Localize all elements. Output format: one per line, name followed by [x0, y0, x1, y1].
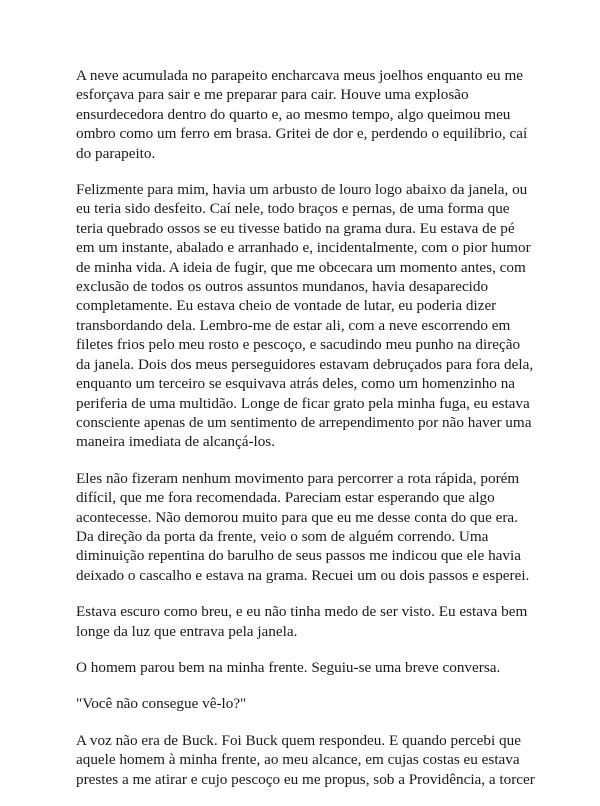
paragraph-3: Eles não fizeram nenhum movimento para percorrer a rota rápida, porém difícil, que me fora recomendada. Pareciam estar esperando que algo acontecesse. Não demorou muito para que eu me desse conta do que era. Da direção da porta da frente, veio o som de alguém correndo. Uma diminuição repentina do barulho de seus passos me indicou que ele havia deixado o cascalho e estava na grama. Recuei um ou dois passos e esperei.	[76, 469, 530, 584]
paragraph-2: Felizmente para mim, havia um arbusto de louro logo abaixo da janela, ou eu teria sido desfeito. Caí nele, todo braços e pernas, de uma forma que teria quebrado ossos se eu tivesse batido na grama dura. Eu estava de pé em um instante, abalado e arranhado e, incidentalmente, com o pior humor de minha vida. A ideia de fugir, que me obcecara um momento antes, com exclusão de todos os outros assuntos mundanos, havia desaparecido completamente. Eu estava cheio de vontade de lutar, eu poderia dizer transbordando dela. Lembro-me de estar ali, com a neve escorrendo em filetes frios pelo meu rosto e pescoço, e sacudindo meu punho na direção da janela. Dois dos meus perseguidores estavam debruçados para fora dela, enquanto um terceiro se esquivava atrás deles, como um homenzinho na periferia de uma multidão. Longe de ficar grato pela minha fuga, eu estava consciente apenas de um sentimento de arrependimento por não haver uma maneira imediata de alcançá-los.	[76, 181, 534, 451]
paragraph-7: A voz não era de Buck. Foi Buck quem respondeu. E quando percebi que aquele homem à minha frente, ao meu alcance, em cujas costas eu estava prestes a me atirar e cujo pescoço eu me propus, sob a Providência, a torcer	[76, 731, 535, 788]
paragraph-4: Estava escuro como breu, e eu não tinha medo de ser visto. Eu estava bem longe da luz que entrava pela janela.	[76, 603, 528, 640]
document-page	[76, 66, 536, 806]
paragraph-1: A neve acumulada no parapeito encharcava meus joelhos enquanto eu me esforçava para sair e me preparar para cair. Houve uma explosão ensurdecedora dentro do quarto e, ao mesmo tempo, algo queimou meu ombro como um ferro em brasa. Gritei de dor e, perdendo o equilíbrio, caí do parapeito.	[76, 67, 528, 162]
paragraph-5: O homem parou bem na minha frente. Seguiu-se uma breve conversa.	[76, 658, 501, 676]
paragraph-6: "Você não consegue vê-lo?"	[76, 695, 247, 713]
